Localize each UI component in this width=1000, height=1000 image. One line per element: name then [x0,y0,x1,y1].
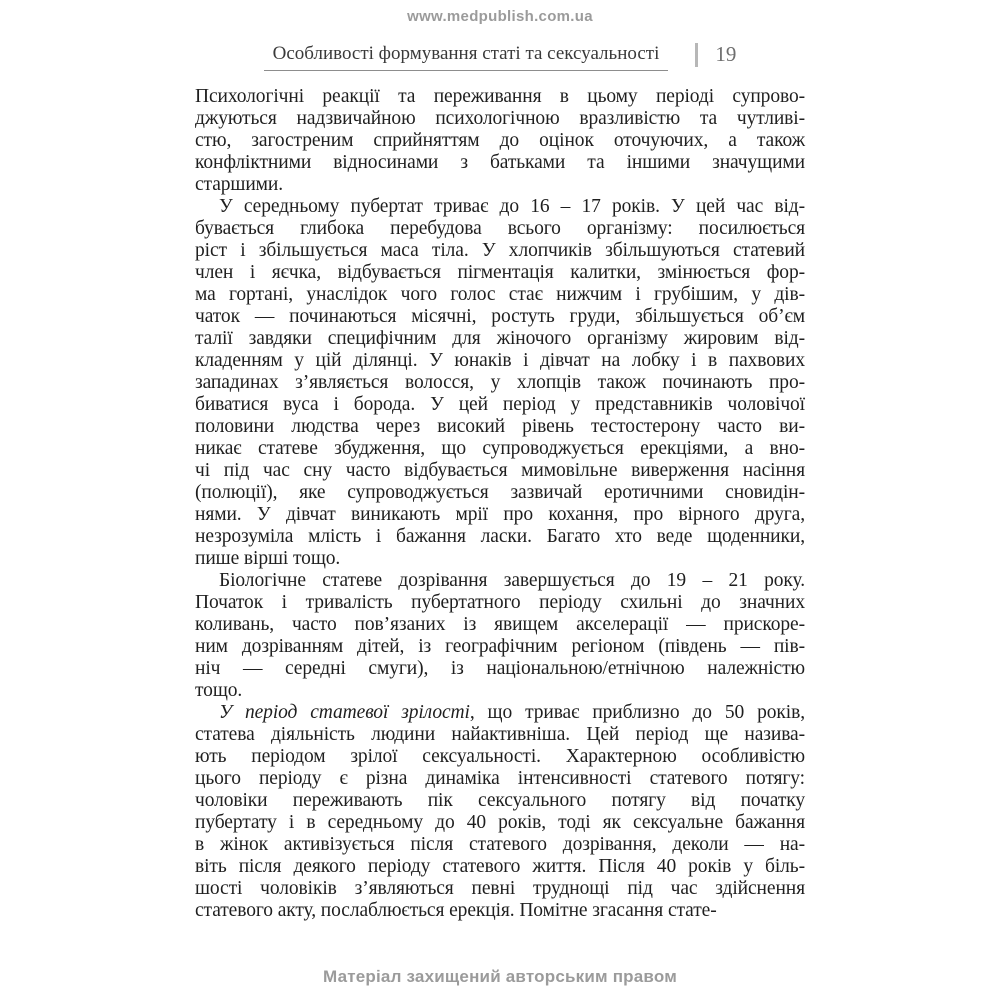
page-number: 19 [715,42,737,66]
text-line: в жінок активізується після статевого дозрівання, деколи — на- [195,834,805,855]
text-line: статева діяльність людини найактивніша. Цей період ще назива- [195,724,805,745]
body-text [195,86,805,922]
paragraph [195,702,805,922]
text-line: половини людства через високий рівень тестостерону часто ви- [195,416,805,437]
text-line: ють періодом зрілої сексуальності. Характерною особливістю [195,746,805,767]
header-separator-bar [695,43,698,67]
copyright-notice: Матеріал захищений авторським правом [323,967,677,986]
text-line: западинах з’являється волосся, у хлопців також починають про- [195,372,805,393]
text-line: никає статеве збудження, що супроводжується ерекціями, а вно- [195,438,805,459]
text-line: Біологічне статеве дозрівання завершується до 19 – 21 року. [219,570,805,591]
paragraph [195,570,805,702]
page-header [195,42,805,71]
text-line: чоловіки переживають пік сексуального потягу від початку [195,790,805,811]
text-line: тощо. [195,680,243,701]
text-line: стю, загостреним сприйняттям до оцінок оточуючих, а також [195,130,805,151]
text-line: незрозуміла млість і бажання ласки. Багато хто веде щоденники, [195,526,805,547]
text-line: чаток — починаються місячні, ростуть груди, збільшується об’єм [195,306,805,327]
paragraph [195,196,805,570]
italic-phrase: У період статевої зрілості [219,702,470,723]
text-line: віть після деякого періоду статевого життя. Після 40 років у біль- [195,856,805,877]
text-line: ріст і збільшується маса тіла. У хлопчиків збільшуються статевий [195,240,805,261]
text-line: член і яєчка, відбувається пігментація калитки, змінюється фор- [195,262,805,283]
text-line: У період статевої зрілості, що триває приблизно до 50 років, [219,702,806,723]
text-line: статевого акту, послаблюється ерекція. Помітне згасання стате- [195,900,717,921]
text-line: старшими. [195,174,284,195]
text-line: У середньому пубертат триває до 16 – 17 років. У цей час від- [219,196,805,217]
text-line: Психологічні реакції та переживання в цьому періоді супрово- [195,86,805,107]
text-line: нями. У дівчат виникають мрії про кохання, про вірного друга, [195,504,805,525]
paragraph [195,86,805,196]
text-line: пише вірші тощо. [195,548,341,569]
text-line: чі під час сну часто відбувається мимовільне виверження насіння [195,460,805,481]
text-line: талії завдяки специфічним для жіночого організму жировим від- [195,328,805,349]
text-line: цього періоду є різна динаміка інтенсивності статевого потягу: [195,768,805,789]
text-line: коливань, часто пов’язаних із явищем акселерації — прискоре- [195,614,805,635]
text-line: джуються надзвичайною психологічною вразливістю та чутливі- [195,108,805,129]
text-line: биватися вуса і борода. У цей період у представників чоловічої [195,394,805,415]
text-line: бувається глибока перебудова всього організму: посилюється [195,218,805,239]
text-line: (полюції), яке супроводжується зазвичай еротичними сновидін- [195,482,805,503]
text-line: ним дозріванням дітей, із географічним регіоном (південь — пів- [195,636,805,657]
chapter-title: Особливості формування статі та сексуальності [264,43,669,71]
text-line: Початок і тривалість пубертатного періоду схильні до значних [195,592,805,613]
text-line: конфліктними відносинами з батьками та іншими значущими [195,152,805,173]
text-line: шості чоловіків з’являються певні труднощі під час здійснення [195,878,805,899]
text-line: пубертату і в середньому до 40 років, тоді як сексуальне бажання [195,812,805,833]
watermark-url: www.medpublish.com.ua [407,8,593,25]
text-line: ма гортані, унаслідок чого голос стає нижчим і грубішим, у дів- [195,284,805,305]
text-line: кладенням у цій ділянці. У юнаків і дівчат на лобку і в пахвових [195,350,805,371]
text-line: ніч — середні смуги), із національною/етнічною належністю [195,658,805,679]
